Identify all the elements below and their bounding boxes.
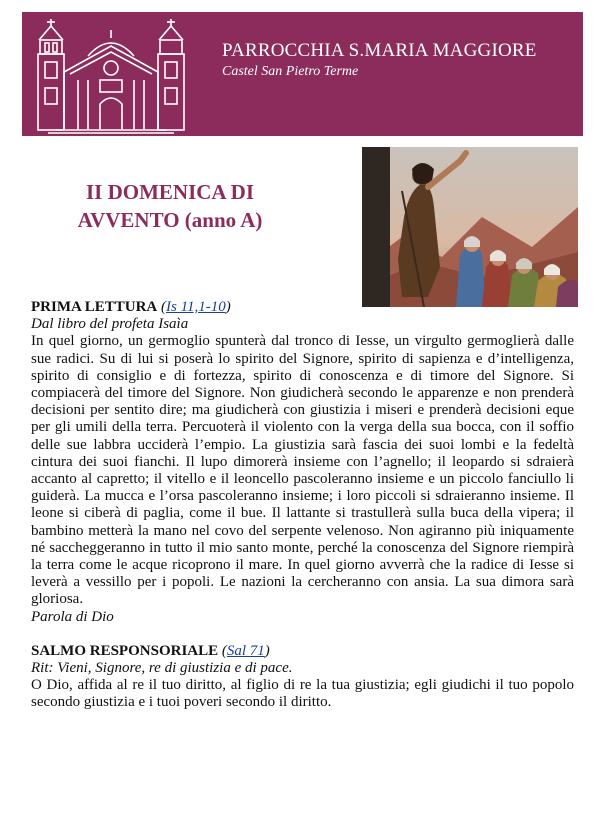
first-reading-close-paren: ) <box>225 299 231 315</box>
first-reading-reference-link[interactable]: Is 11,1-10 <box>166 299 226 315</box>
prophet-preaching-illustration <box>362 147 578 307</box>
first-reading-source: Dal libro del profeta Isaìa <box>31 316 189 333</box>
psalm-refrain: Rit: Vieni, Signore, re di giustizia e di pace. <box>31 660 293 677</box>
psalm-reference-link[interactable]: Sal 71 <box>226 642 265 659</box>
title-line-1: II DOMENICA DI <box>85 180 255 204</box>
psalm-heading <box>31 643 574 660</box>
illustration-image <box>362 147 578 307</box>
first-reading-heading <box>31 299 574 316</box>
church-outline-icon <box>26 16 196 134</box>
first-reading-closing: Parola di Dio <box>31 608 114 625</box>
title-line-2: AVVENTO (anno A) <box>77 208 263 232</box>
psalm-close-paren: ) <box>264 642 270 659</box>
first-reading-label: PRIMA LETTURA <box>31 299 158 315</box>
first-reading-open-paren: ( <box>157 299 167 315</box>
section-gap <box>31 626 574 643</box>
psalm-text: O Dio, affida al re il tuo diritto, al figlio di re la tua giustizia; egli giudichi il tuo popolo secondo giustizia e i tuoi poveri secondo il diritto. <box>31 677 574 711</box>
first-reading-text: In quel giorno, un germoglio spunterà dal tronco di Iesse, un virgulto germoglierà dalle sue radici. Su di lui si poserà lo spirito del Signore, spirito di sapienza e d’intelligenza, spirito di consiglio e di fortezza, spirito di conoscenza e di timore del Signore. Si compiacerà del timore del Signore. Non giudicherà secondo le apparenze e non prenderà decisioni per sentito dire; ma giudicherà con giustizia i miseri e prenderà decisioni eque per gli umili della terra. Percuoterà il violento con la verga della sua bocca, con il soffio delle sue labbra ucciderà l’empio. La giustizia sarà fascia dei suoi lombi e la fedeltà cintura dei suoi fianchi. Il lupo dimorerà insieme con l’agnello; il leopardo si sdraierà accanto al capretto; il vitello e il leoncello pascoleranno insieme e un piccolo fanciullo li guiderà. La mucca e l’orsa pascoleranno insieme; i loro piccoli si sdraieranno insieme. Il leone si ciberà di paglia, come il bue. Il lattante si trastullerà sulla buca della vipera; il bambino metterà la mano nel covo del serpente velenoso. Non agiranno più iniquamente né saccheggeranno in tutto il mio santo monte, perché la conoscenza del Signore riempirà la terra come le acque ricoprono il mare. In quel giorno avverrà che la radice di Iesse si leverà a vessillo per i popoli. Le nazioni la cercheranno con ansia. La sua dimora sarà gloriosa. <box>31 333 574 608</box>
parish-town: Castel San Pietro Terme <box>222 64 359 79</box>
psalm-label: SALMO RESPONSORIALE <box>31 642 219 659</box>
parish-name: PARROCCHIA S.MARIA MAGGIORE <box>222 40 537 61</box>
header-banner <box>22 12 583 136</box>
page-title <box>40 178 300 234</box>
psalm-open-paren: ( <box>218 642 227 659</box>
readings <box>31 299 574 712</box>
